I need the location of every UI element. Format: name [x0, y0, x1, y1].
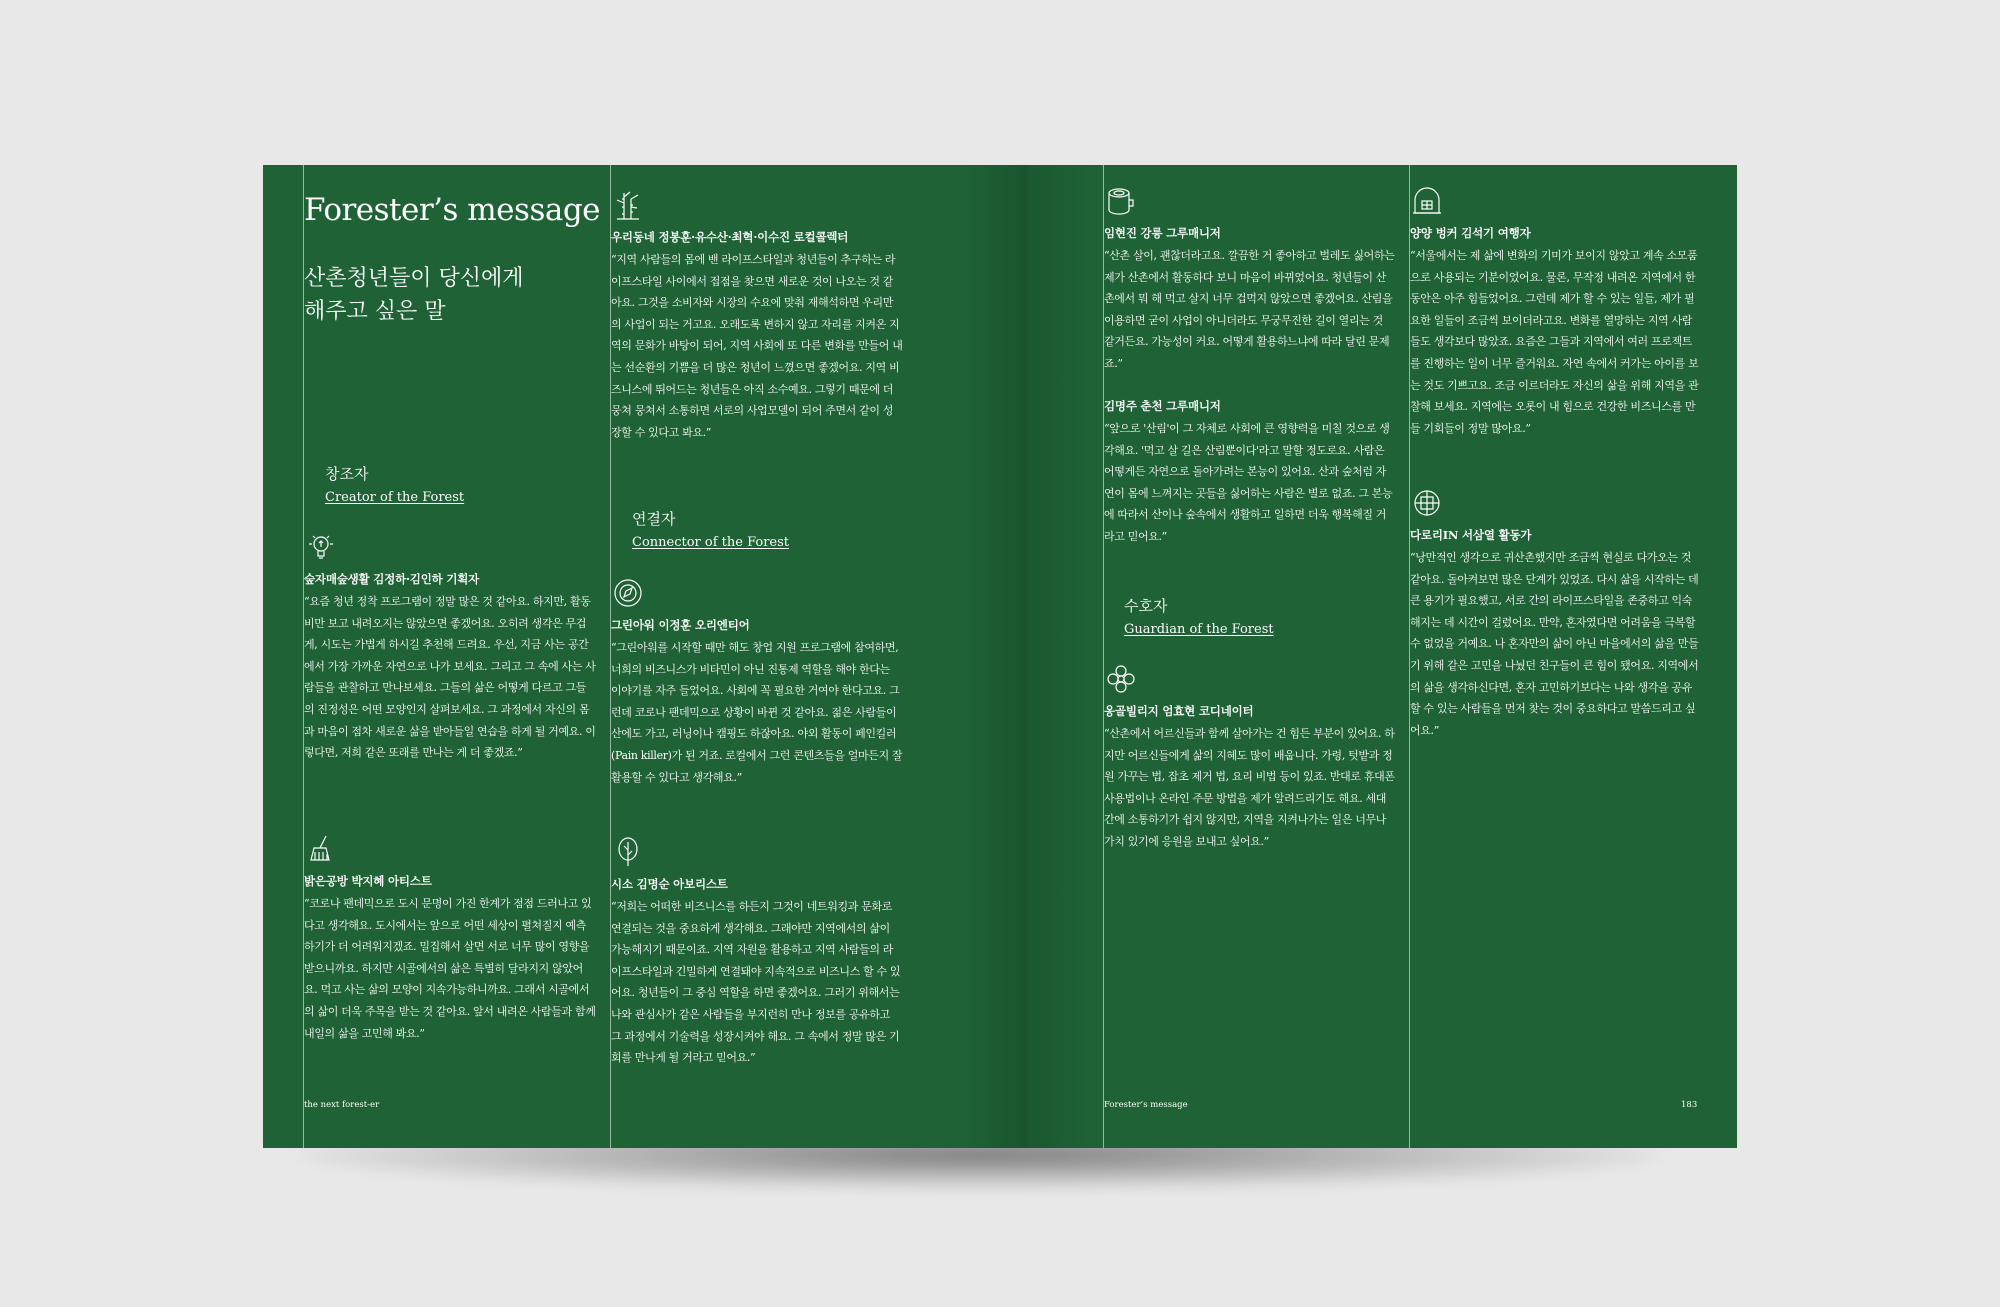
- author-quote: “산촌에서 어르신들과 함께 살아가는 건 힘든 부분이 있어요. 하지만 어르신들에게 삶의 지혜도 많이 배웁니다. 가령, 텃밭과 정원 가꾸는 법, 잡초 제거 법, 요리 비법 등이 있죠. 반대로 휴대폰 사용법이나 온라인 주문 방법을 제가 알려드리기도 해요. 세대 간에 소통하기가 쉽지 않지만, 지역을 지켜나가는 일은 너무나 가치 있기에 응원을 보내고 싶어요.”: [1104, 727, 1395, 848]
- author-quote: “서울에서는 제 삶에 변화의 기미가 보이지 않았고 계속 소모품으로 사용되는 기분이었어요. 물론, 무작정 내려온 지역에서 한동안은 아주 힘들었어요. 그런데 제가 할 수 있는 일들, 제가 필요한 일들이 조금씩 보이더라고요. 변화를 열망하는 지역 사람들도 생각보다 많았죠. 요즘은 그들과 지역에서 여러 프로젝트를 진행하는 일이 너무 즐거워요. 자연 속에서 커가는 아이를 보는 것도 기쁘고요. 조금 이르더라도 자신의 삶을 위해 지역을 관찰해 보세요. 지역에는 오롯이 내 힘으로 건강한 비즈니스를 만들 기회들이 정말 많아요.”: [1410, 249, 1699, 435]
- message-item: [611, 189, 903, 443]
- author-quote: “지역 사람들의 몸에 밴 라이프스타일과 청년들이 추구하는 라이프스타일 사이에서 접점을 찾으면 새로운 것이 나오는 것 같아요. 그것을 소비자와 시장의 수요에 맞춰 재해석하면 우리만의 사업이 되는 거고요. 오래도록 변하지 않고 자리를 지켜온 지역의 문화가 바탕이 되어, 지역 사회에 또 다른 변화를 만들어 내는 선순환의 기쁨을 더 많은 청년이 느꼈으면 좋겠어요. 지역 비즈니스에 뛰어드는 청년들은 아직 소수예요. 그렇기 때문에 더 뭉쳐 뭉쳐서 소통하면 서로의 사업모델이 되어 주면서 같이 성장할 수 있다고 봐요.”: [611, 253, 903, 439]
- message-item: [1104, 185, 1396, 375]
- message-item: [1410, 487, 1702, 741]
- author-name: 옹골빌리지 엄효현 코디네이터: [1104, 704, 1254, 718]
- magazine-spread: [263, 165, 1737, 1148]
- globe-icon: [1410, 487, 1444, 519]
- house-icon: [1410, 185, 1444, 217]
- author-quote: “낭만적인 생각으로 귀산촌했지만 조금씩 현실로 다가오는 것 같아요. 돌아켜보면 많은 단계가 있었죠. 다시 삶을 시작하는 데 큰 용기가 필요했고, 서로 간의 라이프스타일을 존중하고 익숙해지는 데 시간이 걸렸어요. 만약, 혼자였다면 어려움을 극복할 수 없었을 거예요. 나 혼자만의 삶이 아닌 마을에서의 삶을 만들기 위해 같은 고민을 나눴던 친구들이 큰 힘이 됐어요. 지역에서의 삶을 생각하신다면, 혼자 고민하기보다는 나와 생각을 공유할 수 있는 사람들을 먼저 찾는 것이 중요하다고 말씀드리고 싶어요.”: [1410, 551, 1699, 737]
- author-name: 임현진 강릉 그루매니저: [1104, 226, 1221, 240]
- author-quote: “그린아워를 시작할 때만 해도 창업 지원 프로그램에 참여하면, 너희의 비즈니스가 비타민이 아닌 진통제 역할을 해야 한다는 이야기를 자주 들었어요. 사회에 꼭 필요한 거여야 한다고요. 그런데 코로나 팬데믹으로 상황이 바뀐 것 같아요. 젊은 사람들이 산에도 가고, 러닝이나 캠핑도 하잖아요. 야외 활동이 페인킬러(Pain killer)가 된 거죠. 로컬에서 그런 콘텐츠들을 얼마든지 잘 활용할 수 있다고 생각해요.”: [611, 641, 903, 784]
- author-name: 그린아워 이정훈 오리엔티어: [611, 618, 750, 632]
- message-item: [611, 577, 903, 788]
- author-name: 우리동네 정봉훈·유수산·최혁·이수진 로컬콜렉터: [611, 230, 849, 244]
- author-name: 김명주 춘천 그루매니저: [1104, 399, 1221, 413]
- page-gutter: [963, 165, 1093, 1148]
- section-heading-creator: [325, 463, 464, 505]
- author-name: 숲자매숲생활 김정하·김인하 기획자: [304, 572, 480, 586]
- tree-icon: [611, 836, 645, 868]
- bamboo-icon: [611, 189, 645, 221]
- author-quote: “요즘 청년 정착 프로그램이 정말 많은 것 같아요. 하지만, 활동비만 보고 내려오지는 않았으면 좋겠어요. 오히려 생각은 무겁게, 시도는 가볍게 하시길 추천해 드려요. 우선, 지금 사는 공간에서 가장 가까운 자연으로 나가 보세요. 그리고 그 속에 사는 사람들을 관찰하고 만나보세요. 그들의 삶은 어떻게 다르고 그들의 진정성은 어떤 모양인지 살펴보세요. 그 과정에서 자신의 몸과 마음이 점차 새로운 삶을 받아들일 연습을 하게 될 거예요. 이렇다면, 저희 같은 또래를 만나는 게 더 좋겠죠.”: [304, 595, 596, 760]
- author-quote: “저희는 어떠한 비즈니스를 하든지 그것이 네트워킹과 문화로 연결되는 것을 중요하게 생각해요. 그래야만 지역에서의 삶이 가능해지기 때문이죠. 지역 자원을 활용하고 지역 사람들의 라이프스타일과 긴밀하게 연결돼야 지속적으로 비즈니스 할 수 있어요. 청년들이 그 중심 역할을 하면 좋겠어요. 그러기 위해서는 나와 관심사가 같은 사람들을 부지런히 만나 정보를 공유하고 그 과정에서 기술력을 성장시켜야 해요. 그 속에서 정말 많은 기회를 만나게 될 거라고 믿어요.”: [611, 900, 901, 1065]
- section-title-ko: 수호자: [1124, 597, 1168, 615]
- author-quote: “앞으로 '산림'이 그 자체로 사회에 큰 영향력을 미칠 것으로 생각해요. '먹고 살 길은 산림뿐이다'라고 말할 정도로요. 사람은 어떻게든 자연으로 돌아가려는 본능이 있어요. 산과 숲처럼 자연이 몸에 느껴지는 곳들을 싫어하는 사람은 별로 없죠. 그 본능에 따라서 산이나 숲속에서 생활하고 일하면 더욱 행복해질 거라고 믿어요.”: [1104, 422, 1393, 543]
- message-item: [611, 836, 903, 1069]
- page-subtitle: 산촌청년들이 당신에게 해주고 싶은 말: [304, 266, 524, 324]
- message-item: [1410, 185, 1702, 439]
- message-item: [1104, 398, 1396, 548]
- section-title-en: Creator of the Forest: [325, 490, 465, 505]
- author-quote: “코로나 팬데믹으로 도시 문명이 가진 한계가 점점 드러나고 있다고 생각해요. 도시에서는 앞으로 어떤 세상이 펼쳐질지 예측하기가 더 어려워지겠죠. 밀집해서 살면 서로 너무 많이 영향을 받으니까요. 하지만 시골에서의 삶은 특별히 달라지지 않았어요. 먹고 사는 삶의 모양이 지속가능하니까요. 그래서 시골에서의 삶이 더욱 주목을 받는 것 같아요. 앞서 내려온 사람들과 함께 내일의 삶을 고민해 봐요.”: [304, 897, 596, 1040]
- author-name: 시소 김명순 아보리스트: [611, 877, 728, 891]
- author-name: 양양 벙커 김석기 여행자: [1410, 226, 1531, 240]
- page-title: Forester’s message: [304, 192, 601, 228]
- section-title-ko: 창조자: [325, 465, 369, 483]
- page-footer-left: the next forest-er: [304, 1100, 380, 1110]
- lightbulb-icon: [304, 531, 338, 563]
- flower-icon: [1104, 663, 1138, 695]
- section-title-en: Guardian of the Forest: [1124, 622, 1274, 637]
- stump-icon: [1104, 185, 1138, 217]
- section-heading-guardian: [1124, 595, 1274, 637]
- message-item: [304, 833, 596, 1044]
- message-item: [1104, 663, 1396, 853]
- page-number: 183: [1681, 1100, 1698, 1110]
- author-quote: “산촌 살이, 괜찮더라고요. 깔끔한 거 좋아하고 벌레도 싫어하는 제가 산촌에서 활동하다 보니 마음이 바뀌었어요. 청년들이 산촌에서 뭐 해 먹고 살지 너무 겁먹지 않았으면 좋겠어요. 산림을 이용하면 굳이 사업이 아니더라도 무궁무진한 길이 열리는 것 같거든요. 가능성이 커요. 어떻게 활용하느냐에 따라 달린 문제죠.”: [1104, 249, 1395, 370]
- section-title-en: Connector of the Forest: [632, 535, 790, 550]
- section-heading-connector: [632, 508, 789, 550]
- section-title-ko: 연결자: [632, 510, 676, 528]
- message-item: [304, 531, 596, 764]
- author-name: 다로리IN 서삼열 활동가: [1410, 528, 1532, 542]
- compass-icon: [611, 577, 645, 609]
- page-footer-right: Forester’s message: [1104, 1100, 1188, 1110]
- author-name: 밝은공방 박지혜 아티스트: [304, 874, 432, 888]
- broom-icon: [304, 833, 338, 865]
